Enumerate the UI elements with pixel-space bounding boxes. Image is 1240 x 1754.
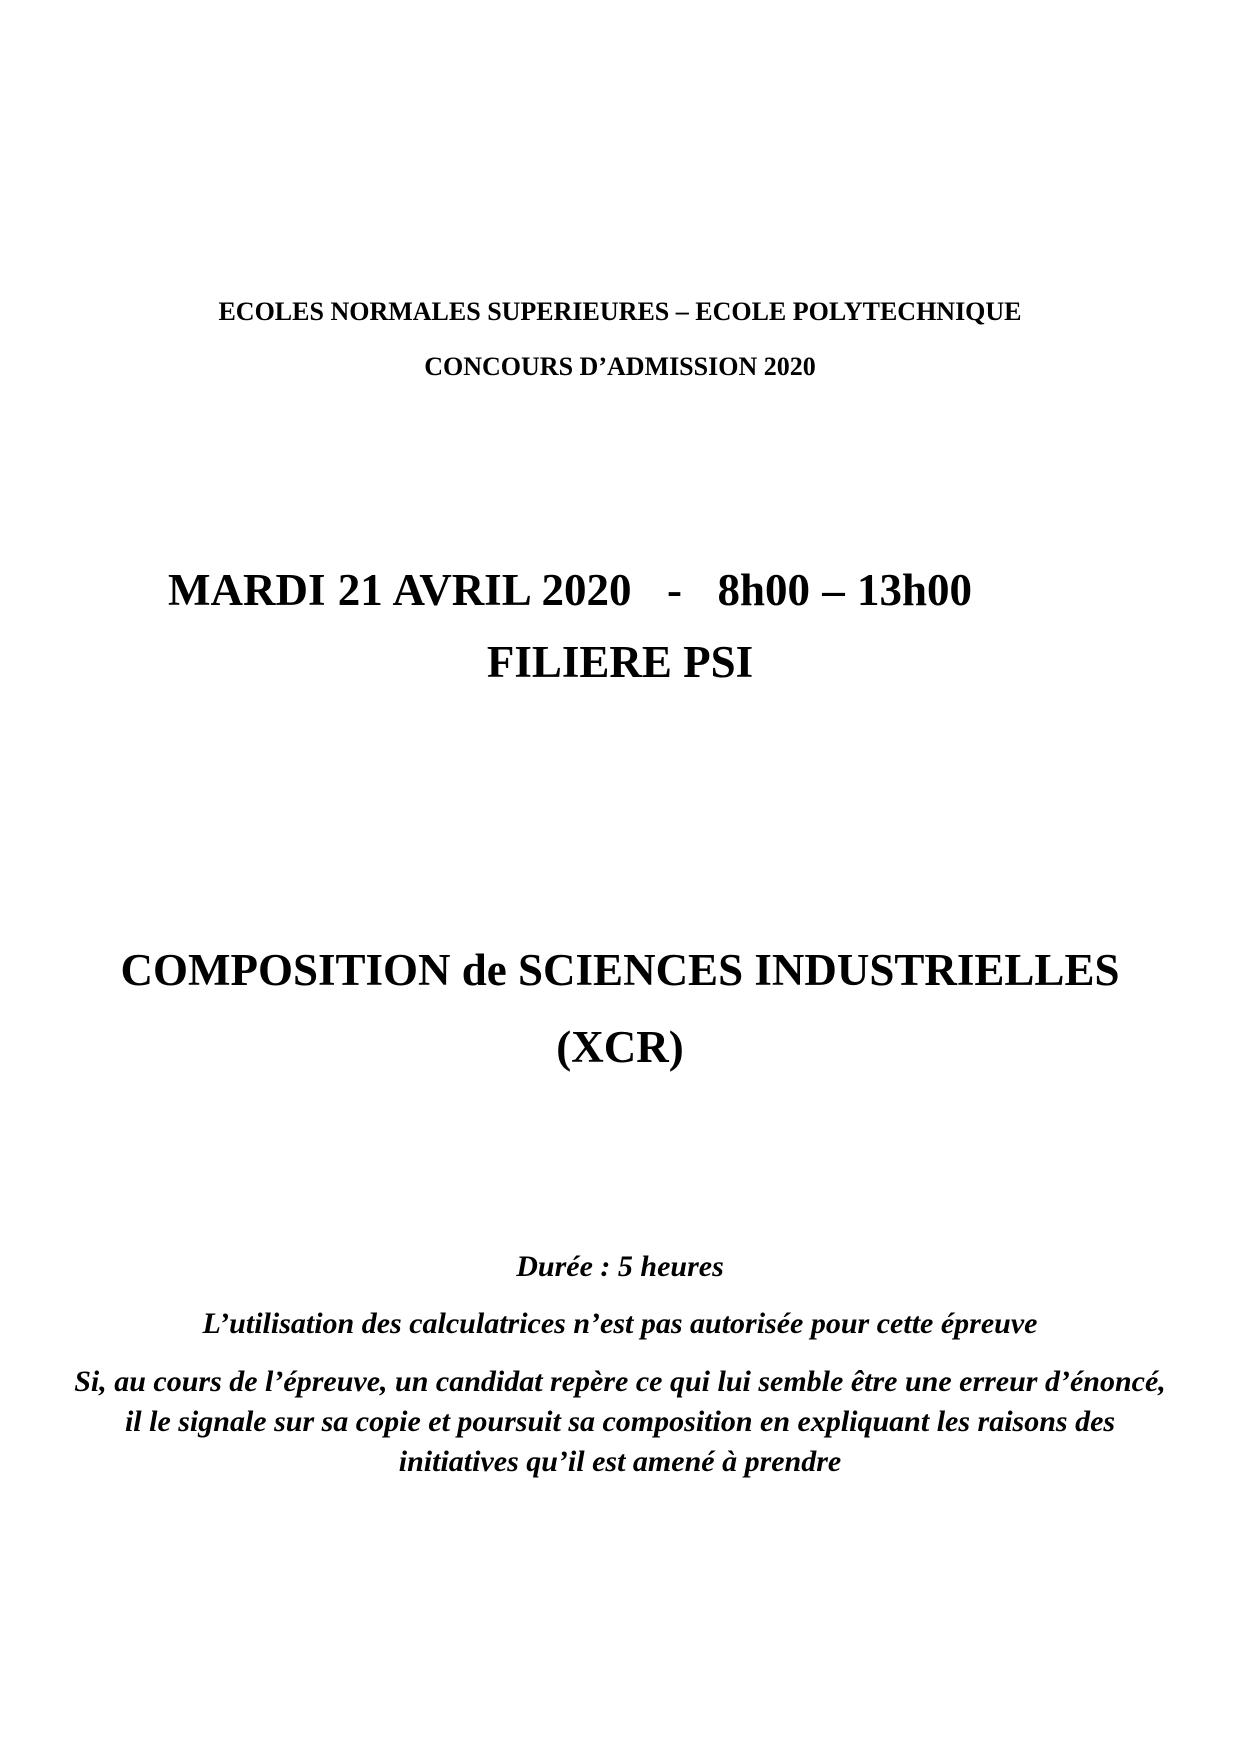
- schools-heading: ECOLES NORMALES SUPERIEURES – ECOLE POLYTECHNIQUE: [218, 297, 1022, 326]
- exam-code: (XCR): [556, 1022, 684, 1072]
- session-date: MARDI 21 AVRIL 2020: [168, 565, 632, 615]
- session-date-line: [168, 562, 972, 618]
- session-time: 8h00 – 13h00: [717, 565, 973, 615]
- track-heading: FILIERE PSI: [486, 637, 754, 687]
- duration-note: Durée : 5 heures: [516, 1250, 724, 1283]
- error-rule-note: Si, au cours de l’épreuve, un candidat repère ce qui lui semble être une erreur d’énoncé, il le signale sur sa copie et poursuit sa composition en expliquant les raisons des initiatives qu’il est amené à prendre: [74, 1365, 1166, 1478]
- exam-title: COMPOSITION de SCIENCES INDUSTRIELLES: [120, 945, 1120, 995]
- calculator-note: L’utilisation des calculatrices n’est pas autorisée pour cette épreuve: [202, 1307, 1038, 1340]
- contest-heading: CONCOURS D’ADMISSION 2020: [424, 352, 816, 381]
- session-separator: -: [666, 565, 682, 615]
